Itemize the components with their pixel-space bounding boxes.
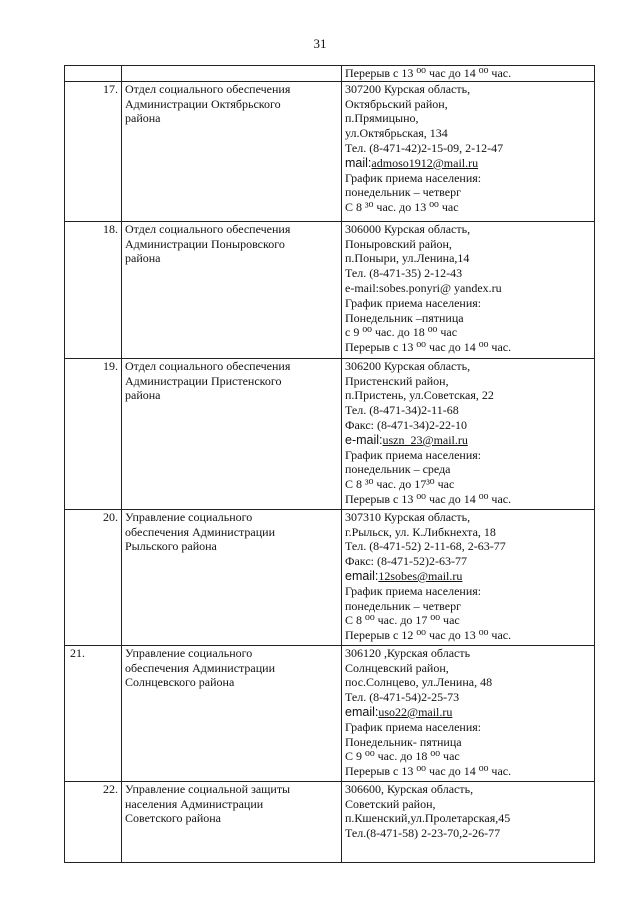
email-label: email: [345,704,379,719]
table-row [65,221,595,358]
row-number: 22. [65,781,122,862]
departments-table [64,65,595,863]
row-number: 20. [65,509,122,645]
row-number-cell [65,66,122,82]
address-line: 306120 ,Курская область [345,645,471,660]
department-name-cell [122,81,342,221]
schedule-line: Перерыв с 13 ⁰⁰ час до 14 ⁰⁰ час. [345,340,512,355]
schedule-line: понедельник – четверг [345,598,462,613]
email-label: email: [345,568,379,583]
address-line: г.Рыльск, ул. К.Либкнехта, 18 [345,524,496,539]
contact-cell [342,81,595,221]
address-line: п.Поныри, ул.Ленина,14 [345,251,470,266]
table-row [65,509,595,645]
contact-cell [342,645,595,781]
department-name-line: обеспечения Администрации [125,660,276,675]
address-line: 306200 Курская область, [345,358,471,373]
schedule-line: С 9 ⁰⁰ час. до 18 ⁰⁰ час [345,749,460,764]
schedule-line: с 9 ⁰⁰ час. до 18 ⁰⁰ час [345,325,458,340]
email-line [345,156,591,171]
schedule-line: Перерыв с 13 ⁰⁰ час до 14 ⁰⁰ час. [345,491,512,506]
email-line [345,569,591,584]
email-link[interactable]: uso22@mail.ru [378,704,453,719]
schedule-line: График приема населения: [345,295,482,310]
email-line [345,433,591,448]
schedule-line: Понедельник- пятница [345,734,462,749]
address-line: 307200 Курская область, [345,81,471,96]
break-time: Перерыв с 13 ⁰⁰ час до 14 ⁰⁰ час. [345,66,512,80]
schedule-line: График приема населения: [345,719,482,734]
schedule-line: понедельник – среда [345,462,451,477]
email-line: e-mail:sobes.ponyri@ yandex.ru [345,280,502,295]
phone-line: Тел.(8-471-58) 2-23-70,2-26-77 [345,826,501,841]
row-number: 21. [65,645,122,781]
contact-cell [342,509,595,645]
table-row-continuation [65,66,595,82]
address-line: ул.Октябрьская, 134 [345,126,448,141]
email-label: mail: [345,155,372,170]
address-line: 307310 Курская область, [345,509,471,524]
department-name-cell [122,509,342,645]
address-line: Поныровский район, [345,236,452,251]
email-link[interactable]: uszn_23@mail.ru [382,432,468,447]
department-name-line: Администрации Поныровского [125,236,285,251]
department-name-line: Управление социального [125,509,253,524]
address-line: 306000 Курская область, [345,221,471,236]
address-line: Октябрьский район, [345,96,448,111]
department-name-line: Отдел социального обеспечения [125,221,291,236]
department-name-line: Отдел социального обеспечения [125,358,291,373]
phone-line: Тел. (8-471-35) 2-12-43 [345,266,463,281]
phone-line: Тел. (8-471-52) 2-11-68, 2-63-77 [345,539,506,554]
department-name-line: Администрации Октябрьского [125,96,281,111]
row-number: 19. [65,358,122,509]
schedule-line: С 8 ³⁰ час. до 13 ⁰⁰ час [345,200,459,215]
fax-line: Факс: (8-471-52)2-63-77 [345,554,467,569]
schedule-line: Перерыв с 12 ⁰⁰ час до 13 ⁰⁰ час. [345,628,512,643]
department-name-line: Солнцевского района [125,675,235,690]
department-name-line: Отдел социального обеспечения [125,81,291,96]
department-name-cell [122,221,342,358]
email-link[interactable]: 12sobes@mail.ru [378,568,463,583]
department-name-line: района [125,388,161,403]
department-name-cell [122,66,342,82]
email-line [345,705,591,720]
department-name-line: населения Администрации [125,796,264,811]
phone-line: Тел. (8-471-54)2-25-73 [345,690,460,705]
schedule-line: График приема населения: [345,583,482,598]
table-row [65,781,595,862]
contact-cell [342,221,595,358]
phone-line: Тел. (8-471-34)2-11-68 [345,403,459,418]
email-label: e-mail: [345,432,383,447]
contact-cell [342,66,595,82]
address-line: Солнцевский район, [345,660,449,675]
address-line: 306600, Курская область, [345,781,474,796]
department-name-line: Управление социального [125,645,253,660]
address-line: Пристенский район, [345,373,449,388]
fax-line: Факс: (8-471-34)2-22-10 [345,417,467,432]
email-link[interactable]: admoso1912@mail.ru [371,155,479,170]
phone-line: Тел. (8-471-42)2-15-09, 2-12-47 [345,140,504,155]
row-number: 18. [65,221,122,358]
department-name-cell [122,645,342,781]
table-row [65,645,595,781]
department-name-cell [122,358,342,509]
schedule-line: Перерыв с 13 ⁰⁰ час до 14 ⁰⁰ час. [345,764,512,779]
table-row [65,81,595,221]
address-line: п.Пристень, ул.Советская, 22 [345,388,494,403]
schedule-line: График приема населения: [345,447,482,462]
department-name-line: Советского района [125,811,221,826]
schedule-line: понедельник – четверг [345,185,462,200]
department-name-line: обеспечения Администрации [125,524,276,539]
address-line: пос.Солнцево, ул.Ленина, 48 [345,675,493,690]
address-line: п.Кшенский,ул.Пролетарская,45 [345,811,511,826]
page-number: 31 [313,36,327,51]
department-name-line: Управление социальной защиты [125,781,291,796]
row-number: 17. [65,81,122,221]
address-line: п.Прямицыно, [345,111,419,126]
department-name-line: Рыльского района [125,539,217,554]
address-line: Советский район, [345,796,436,811]
department-name-line: Администрации Пристенского [125,373,282,388]
schedule-line: С 8 ³⁰ час. до 17³⁰ час [345,477,455,492]
department-name-line: района [125,111,161,126]
schedule-line: Понедельник –пятница [345,310,464,325]
schedule-line: График приема населения: [345,170,482,185]
department-name-cell [122,781,342,862]
contact-cell [342,781,595,862]
department-name-line: района [125,251,161,266]
contact-cell [342,358,595,509]
schedule-line: С 8 ⁰⁰ час. до 17 ⁰⁰ час [345,613,460,628]
table-row [65,358,595,509]
